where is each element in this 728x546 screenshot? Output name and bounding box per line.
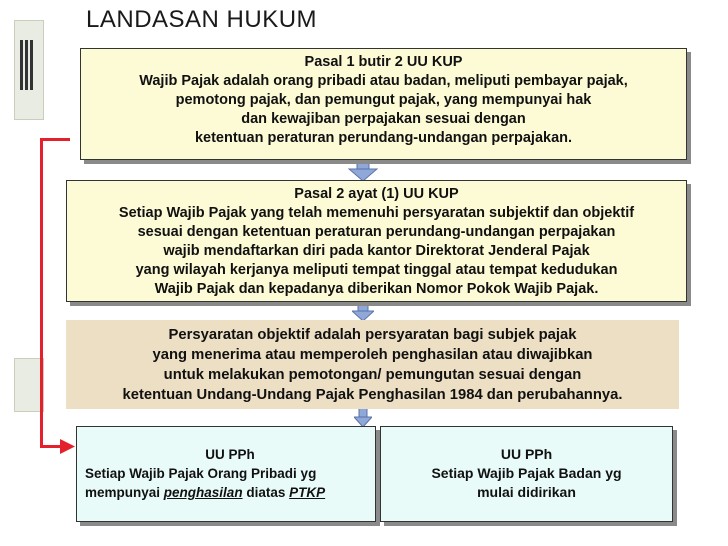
- box-text-line: dan kewajiban perpajakan sesuai dengan: [241, 111, 526, 127]
- text-mempunyai: mempunyai: [85, 485, 161, 500]
- box-text-line: Wajib Pajak dan kepadanya diberikan Nomor Pokok Wajib Pajak.: [154, 281, 599, 297]
- uu-pph-orang-pribadi-box: [76, 426, 376, 522]
- box-text-line: ketentuan peraturan perundang-undangan perpajakan.: [194, 130, 573, 146]
- persyaratan-objektif-box: [66, 320, 679, 409]
- text-diatas: diatas: [246, 485, 286, 500]
- arrow-down-icon: [352, 302, 374, 322]
- arrow-down-icon: [354, 408, 372, 428]
- box-text-line: [85, 483, 375, 502]
- page-title: LANDASAN HUKUM: [86, 6, 318, 33]
- box-text-line: wajib mendaftarkan diri pada kantor Direktorat Jenderal Pajak: [163, 243, 590, 259]
- ptkp-term: PTKP: [289, 485, 326, 500]
- bracket-top: [40, 138, 70, 141]
- box-text-line: pemotong pajak, dan pemungut pajak, yang mempunyai hak: [175, 92, 592, 108]
- box-text-line: mulai didirikan: [477, 484, 576, 500]
- box-text-line: Wajib Pajak adalah orang pribadi atau badan, meliputi pembayar pajak,: [139, 73, 628, 89]
- uu-pph-badan-box: [380, 426, 673, 522]
- pasal-2-box: [66, 180, 687, 302]
- box-text-line: untuk melakukan pemotongan/ pemungutan sesuai dengan: [163, 367, 582, 383]
- box-text-line: Setiap Wajib Pajak yang telah memenuhi persyaratan subjektif dan objektif: [118, 205, 635, 221]
- box-text-line: Setiap Wajib Pajak Badan yg: [431, 465, 622, 481]
- decor-bar-dark: [20, 40, 34, 90]
- box-heading: UU PPh: [500, 446, 553, 462]
- box-heading: Pasal 2 ayat (1) UU KUP: [294, 186, 459, 202]
- arrow-down-icon: [348, 158, 378, 182]
- penghasilan-term: penghasilan: [163, 485, 243, 500]
- box-text-line: yang menerima atau memperoleh penghasilan atau diwajibkan: [152, 347, 593, 363]
- box-text-line: ketentuan Undang-Undang Pajak Penghasilan 1984 dan perubahannya.: [122, 387, 623, 403]
- box-heading: Pasal 1 butir 2 UU KUP: [304, 54, 463, 70]
- box-text-line: sesuai dengan ketentuan peraturan perundang-undangan perpajakan: [137, 224, 616, 240]
- box-text-line: Persyaratan objektif adalah persyaratan bagi subjek pajak: [168, 327, 577, 343]
- bracket-vertical: [40, 138, 43, 448]
- bracket-arrow-icon: [60, 439, 76, 454]
- box-text-line: Setiap Wajib Pajak Orang Pribadi yg: [85, 466, 317, 481]
- box-heading: UU PPh: [205, 447, 255, 462]
- pasal-1-box: [80, 48, 687, 160]
- box-text-line: yang wilayah kerjanya meliputi tempat tinggal atau tempat kedudukan: [135, 262, 618, 278]
